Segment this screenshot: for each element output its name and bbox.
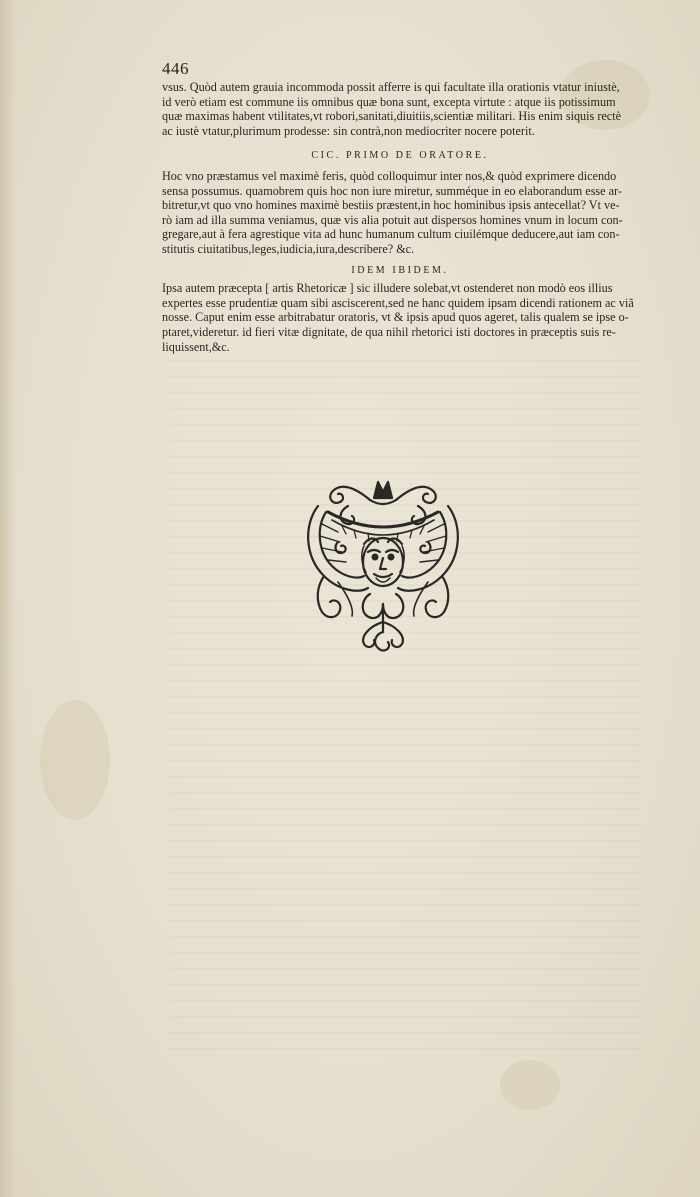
grotesque-mask-ornament-icon: [298, 472, 468, 656]
paper-stain: [40, 700, 110, 820]
text-line: id verò etiam est commune iis omnibus quæ bona sunt, excepta virtute : atque iis potissimum: [162, 94, 616, 109]
text-line: vsus. Quòd autem grauia incommoda possit afferre is qui facultate illa orationis vtatur iniustè,: [162, 80, 620, 94]
text-line: expertes esse prudentiæ quam sibi asciscerent,sed ne hanc quidem ipsam dicendi rationem ac viã: [162, 295, 634, 310]
text-line: Ipsa autem præcepta [ artis Rhetoricæ ] sic illudere solebat,vt ostenderet non modò eos illius: [162, 281, 613, 296]
text-line: liquissent,&c.: [162, 339, 230, 354]
text-block: [162, 60, 638, 354]
text-line: ptaret,videretur. id fieri vitæ dignitate, de qua nihil rhetorici isti doctores in præceptis suis re-: [162, 324, 616, 339]
page-number: 446: [162, 59, 189, 78]
text-line: gregare,aut à fera agrestique vita ad hunc humanum cultum ciuilémque deducere,aut iam con-: [162, 227, 620, 242]
text-line: ac iustè vtatur,plurimum prodesse: sin contrà,non mediocriter nocere poterit.: [162, 123, 535, 138]
paragraph-2: [162, 169, 638, 257]
section-heading-cic: CIC. PRIMO DE ORATORE.: [311, 150, 489, 162]
text-line: Hoc vno præstamus vel maximè feris, quòd colloquimur inter nos,& quòd exprimere dicendo: [162, 168, 617, 183]
paper-stain: [500, 1060, 560, 1110]
paragraph-1: [162, 80, 638, 138]
paragraph-3: [162, 281, 638, 354]
text-line: bitretur,vt quo vno homines maximè bestiis præstent,in hoc hominibus ipsis antecellat? Vt ve-: [162, 198, 620, 213]
text-line: quæ maximas habent vtilitates,vt robori,sanitati,diuitiis,scientiæ militari. His enim siquis rectè: [162, 109, 621, 124]
text-line: sensa possumus. quamobrem quis hoc non iure miretur, summéque in eo elaborandum esse ar-: [162, 183, 622, 198]
text-line: rò iam ad illa summa veniamus, quæ vis alia potuit aut dispersos homines vnum in locum con-: [162, 212, 623, 227]
text-line: nosse. Caput enim esse arbitrabatur oratoris, vt & ipsis apud quos ageret, talis qualem se ipse o-: [162, 310, 629, 325]
text-line: stitutis ciuitatibus,leges,iudicia,iura,describere? &c.: [162, 241, 415, 256]
show-through-text: [170, 360, 640, 1060]
section-heading-idem: IDEM IBIDEM.: [351, 264, 449, 276]
